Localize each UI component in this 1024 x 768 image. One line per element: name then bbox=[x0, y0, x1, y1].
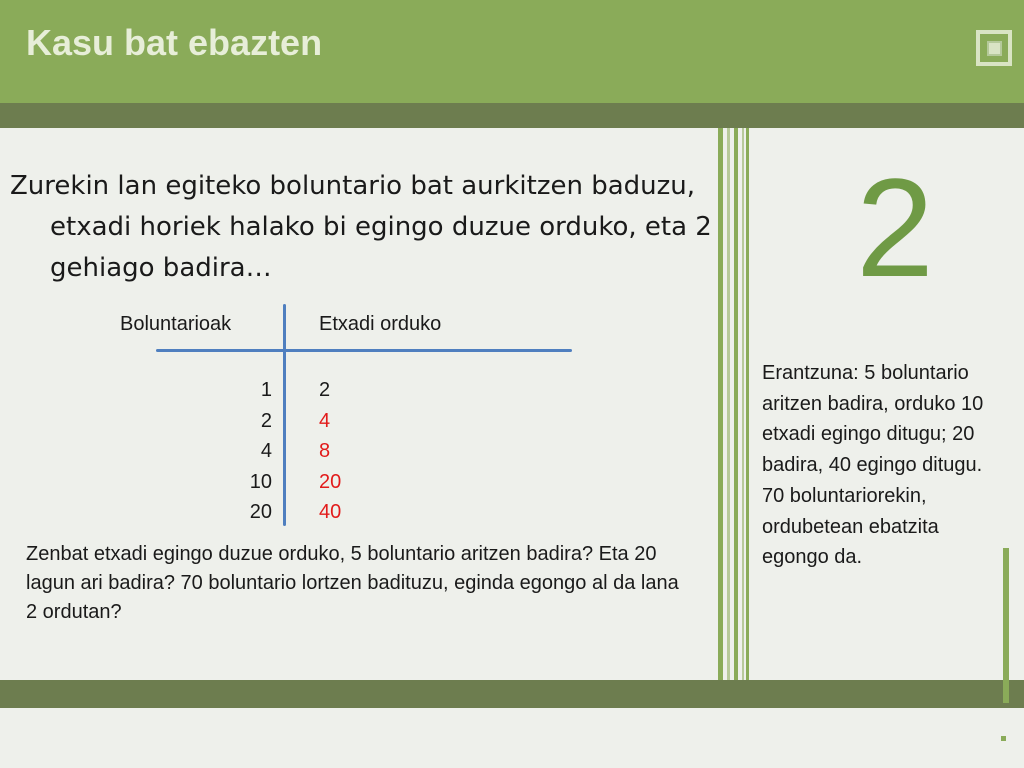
footer-band bbox=[0, 680, 1024, 708]
table-vertical-line bbox=[283, 304, 286, 526]
table-cell: 10 bbox=[249, 470, 272, 493]
corner-square-icon bbox=[976, 30, 1012, 66]
table-cell: 2 bbox=[319, 379, 331, 401]
table-cell: 4 bbox=[260, 440, 272, 462]
table-cell-highlight: 20 bbox=[319, 470, 342, 493]
table-cell-highlight: 40 bbox=[319, 501, 342, 523]
side-accent-bar bbox=[1003, 548, 1009, 703]
table-cell: 1 bbox=[260, 379, 272, 401]
column-header-volunteers: Boluntarioak bbox=[120, 313, 232, 335]
blocks-column bbox=[319, 375, 399, 528]
slide-number: 2 bbox=[856, 149, 934, 306]
answer-text: Erantzuna: 5 boluntario aritzen badira, orduko 10 etxadi egingo ditugu; 20 badira, 40 egingo ditugu. 70 boluntariorekin, ordubetean ebatzita egongo da. bbox=[762, 362, 984, 569]
table-cell: 20 bbox=[249, 501, 272, 523]
question-text: Zenbat etxadi egingo duzue orduko, 5 boluntario aritzen badira? Eta 20 lagun ari badira? 70 boluntario lortzen badituzu, eginda egongo al da lana 2 ordutan? bbox=[26, 543, 679, 623]
table-horizontal-line bbox=[156, 349, 572, 352]
slide-title: Kasu bat ebazten bbox=[26, 22, 323, 63]
problem-statement: Zurekin lan egiteko boluntario bat aurkitzen baduzu, etxadi horiek halako bi egingo duzue orduko, eta 2 gehiago badira… bbox=[10, 171, 712, 283]
header-divider-band bbox=[0, 103, 1024, 128]
corner-dot bbox=[1001, 736, 1006, 741]
table-cell: 2 bbox=[260, 409, 272, 432]
volunteers-column bbox=[200, 375, 272, 528]
corner-square-inner bbox=[987, 41, 1002, 56]
column-header-blocks-per-hour: Etxadi orduko bbox=[319, 313, 442, 335]
table-cell-highlight: 4 bbox=[319, 409, 331, 432]
table-cell-highlight: 8 bbox=[319, 440, 331, 462]
